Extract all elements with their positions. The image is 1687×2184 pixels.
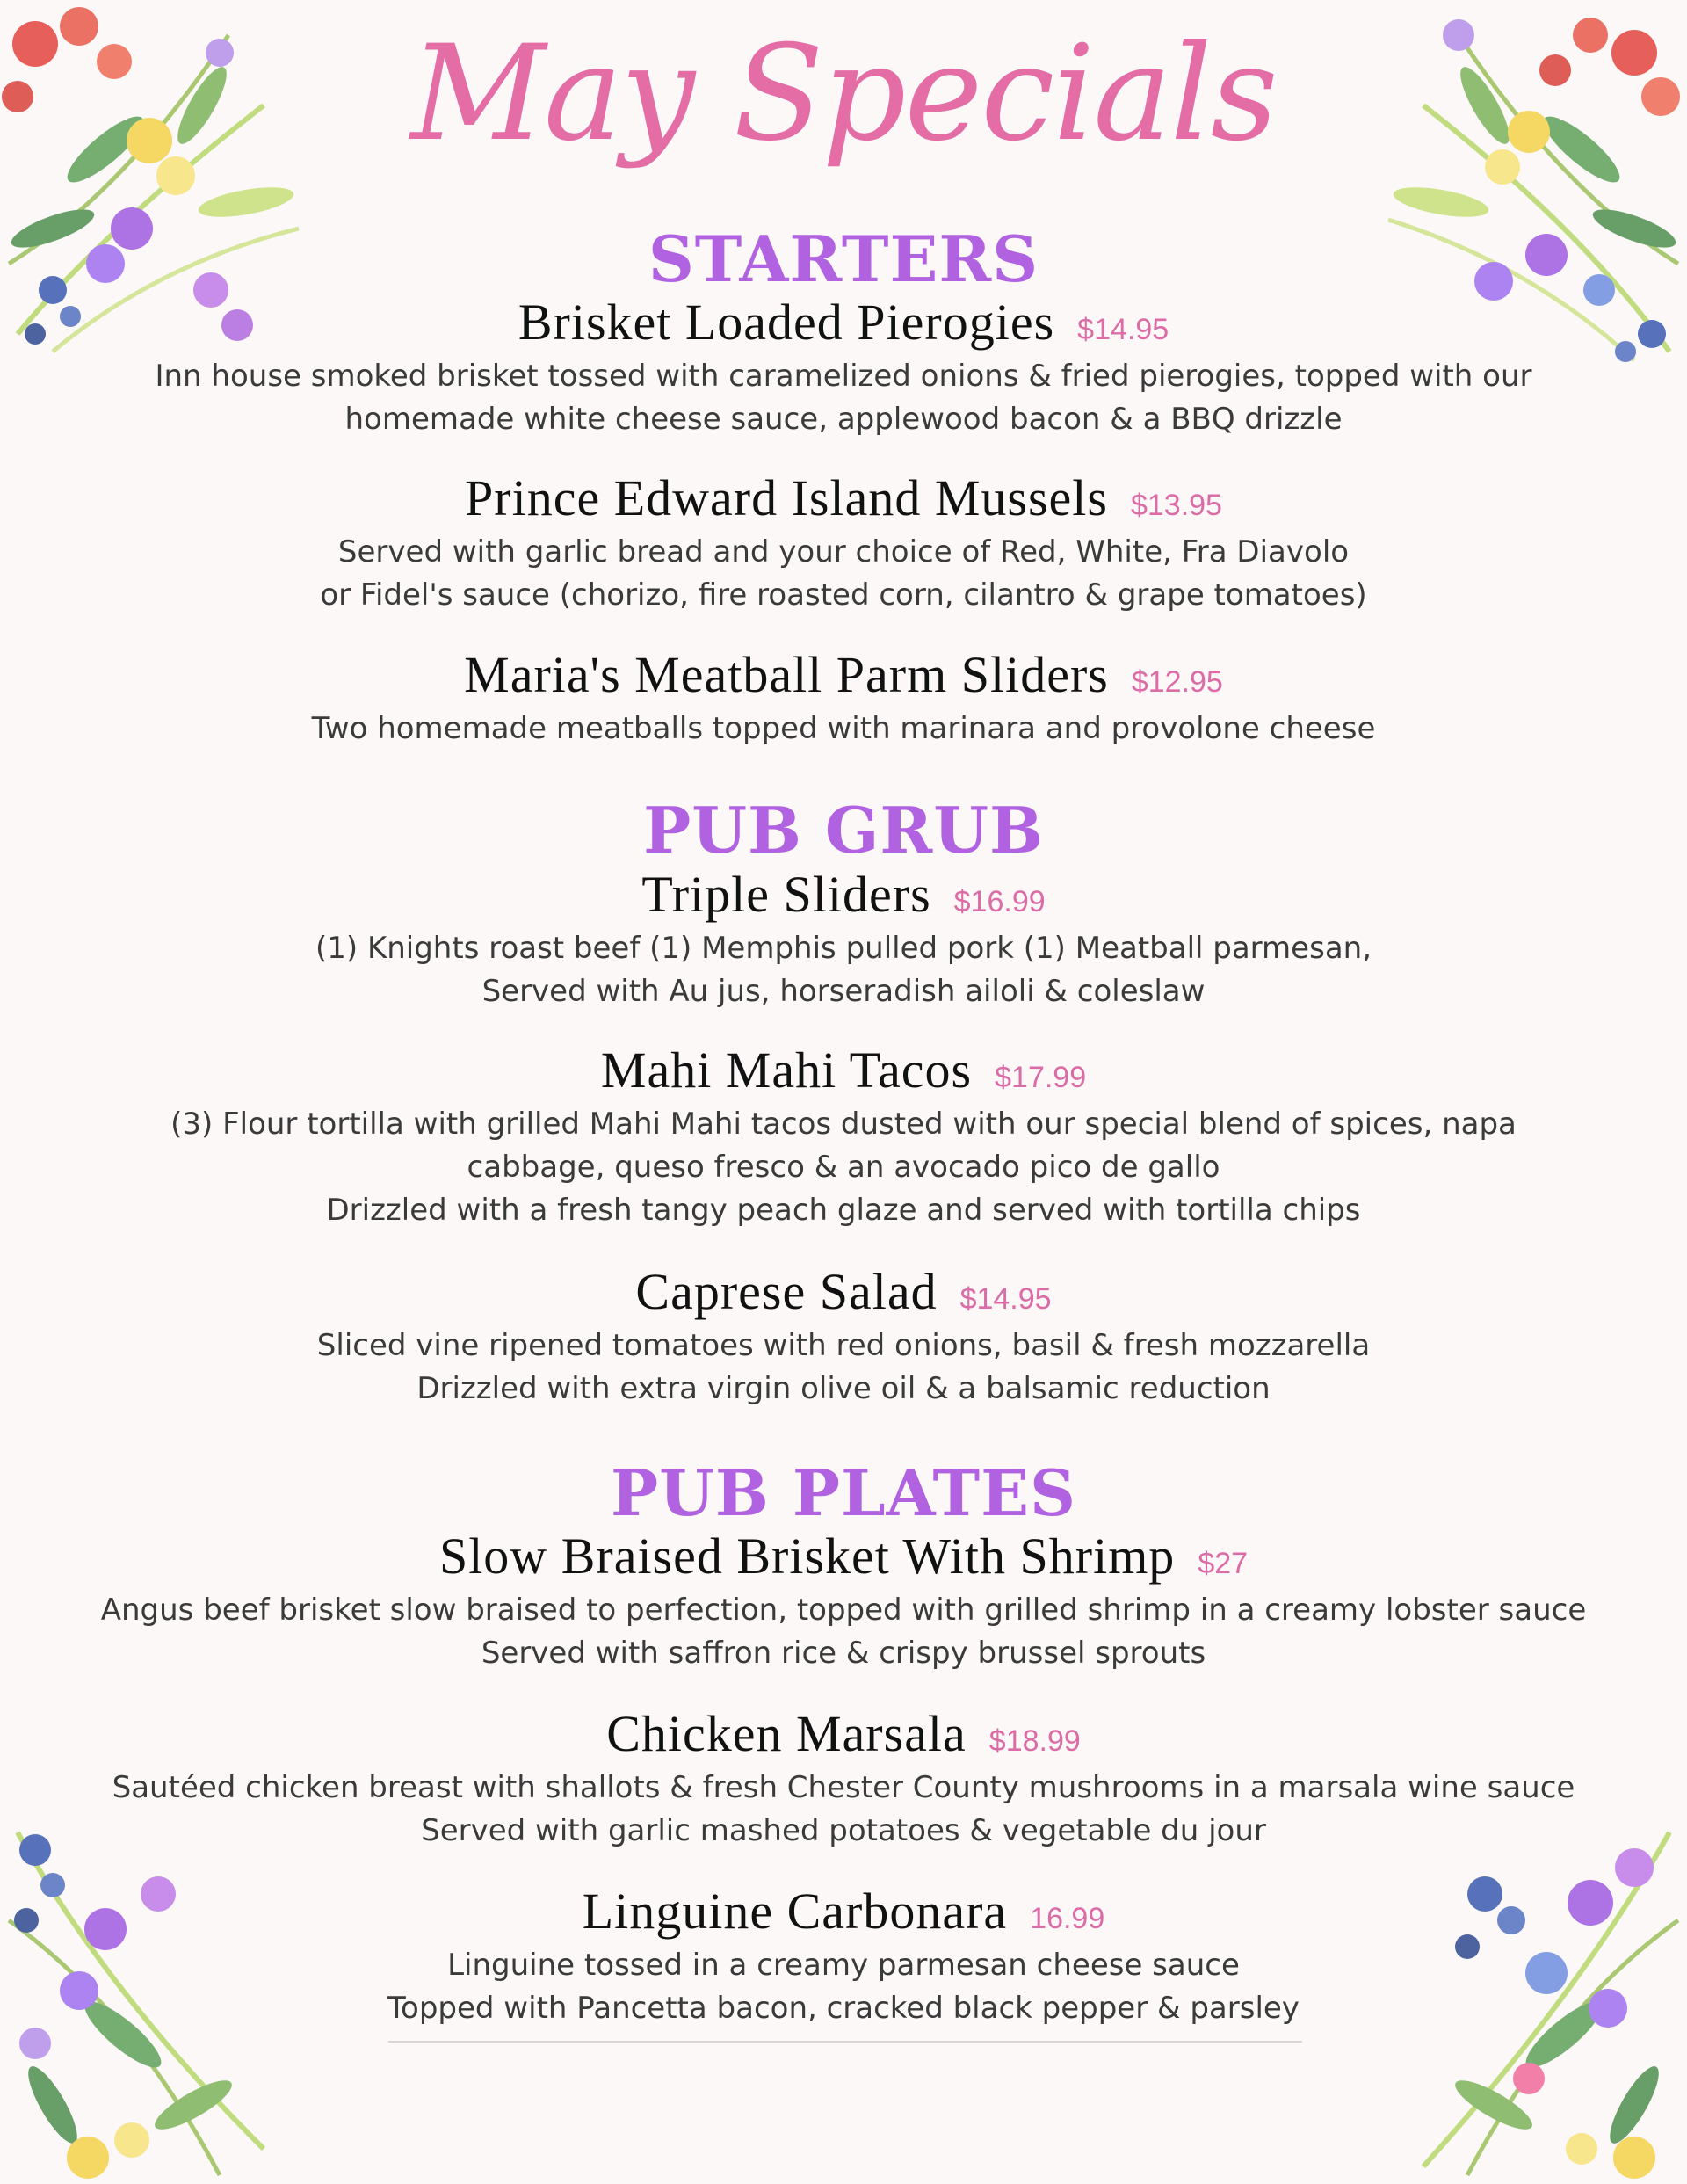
item-name: Caprese Salad (635, 1263, 938, 1320)
menu-item-brisket-loaded-pierogies (53, 294, 1634, 441)
menu-item-linguine-carbonara (53, 1883, 1634, 2030)
menu-item-pei-mussels (53, 469, 1634, 617)
item-description: Linguine tossed in a creamy parmesan cheese sauce Topped with Pancetta bacon, cracked black pepper & parsley (387, 1948, 1300, 2026)
item-name: Prince Edward Island Mussels (465, 469, 1108, 526)
item-description: Angus beef brisket slow braised to perfection, topped with grilled shrimp in a creamy lobster sauce Served with saffron rice & crispy brussel sprouts (100, 1593, 1587, 1671)
item-price: $13.95 (1130, 489, 1222, 522)
item-price: $12.95 (1131, 665, 1223, 699)
item-name: Brisket Loaded Pierogies (518, 294, 1055, 351)
bottom-divider (388, 2041, 1302, 2043)
item-price: $27 (1198, 1547, 1249, 1580)
section-heading-starters: STARTERS (648, 221, 1039, 296)
section-heading-pub-plates: PUB PLATES (611, 1455, 1076, 1530)
item-name: Mahi Mahi Tacos (600, 1041, 973, 1099)
section-heading-pub-grub: PUB GRUB (643, 793, 1044, 867)
menu-item-chicken-marsala (53, 1705, 1634, 1853)
item-price: $16.99 (953, 885, 1046, 918)
menu-item-triple-sliders (53, 866, 1634, 1013)
item-name: Linguine Carbonara (582, 1883, 1008, 1940)
item-description: Sautéed chicken breast with shallots & fresh Chester County mushrooms in a marsala wine sauce Served with garlic mashed potatoes & vegetable du jour (112, 1770, 1575, 1848)
item-description: Inn house smoked brisket tossed with caramelized onions & fried pierogies, topped with our homemade white cheese sauce, applewood bacon & a BBQ drizzle (155, 359, 1532, 437)
menu-title: May Specials (410, 18, 1277, 171)
menu-item-caprese-salad (53, 1263, 1634, 1411)
item-price: $18.99 (988, 1724, 1081, 1758)
item-price: $17.99 (995, 1061, 1087, 1094)
item-description: Sliced vine ripened tomatoes with red onions, basil & fresh mozzarella Drizzled with extra virgin olive oil & a balsamic reduction (316, 1328, 1371, 1406)
item-name: Triple Sliders (641, 866, 931, 923)
item-description: Served with garlic bread and your choice of Red, White, Fra Diavolo or Fidel's sauce (chorizo, fire roasted corn, cilantro & grape tomatoes) (320, 534, 1367, 613)
item-price: 16.99 (1030, 1902, 1105, 1935)
item-name: Maria's Meatball Parm Sliders (464, 646, 1109, 703)
item-description: (1) Knights roast beef (1) Memphis pulled pork (1) Meatball parmesan, Served with Au jus, horseradish ailoli & coleslaw (315, 931, 1372, 1009)
item-description: Two homemade meatballs topped with marinara and provolone cheese (311, 711, 1376, 746)
item-name: Slow Braised Brisket With Shrimp (438, 1527, 1176, 1585)
menu-item-meatball-parm-sliders (53, 646, 1634, 751)
item-description: (3) Flour tortilla with grilled Mahi Mahi tacos dusted with our special blend of spices, napa cabbage, queso fresco & an avocado pico de gallo Drizzled with a fresh tangy peach glaze and served with tortilla chips (170, 1107, 1517, 1228)
item-price: $14.95 (1077, 313, 1169, 346)
item-name: Chicken Marsala (606, 1705, 967, 1762)
item-price: $14.95 (959, 1282, 1052, 1316)
menu-item-mahi-mahi-tacos (53, 1041, 1634, 1232)
menu-item-braised-brisket-shrimp (53, 1527, 1634, 1675)
